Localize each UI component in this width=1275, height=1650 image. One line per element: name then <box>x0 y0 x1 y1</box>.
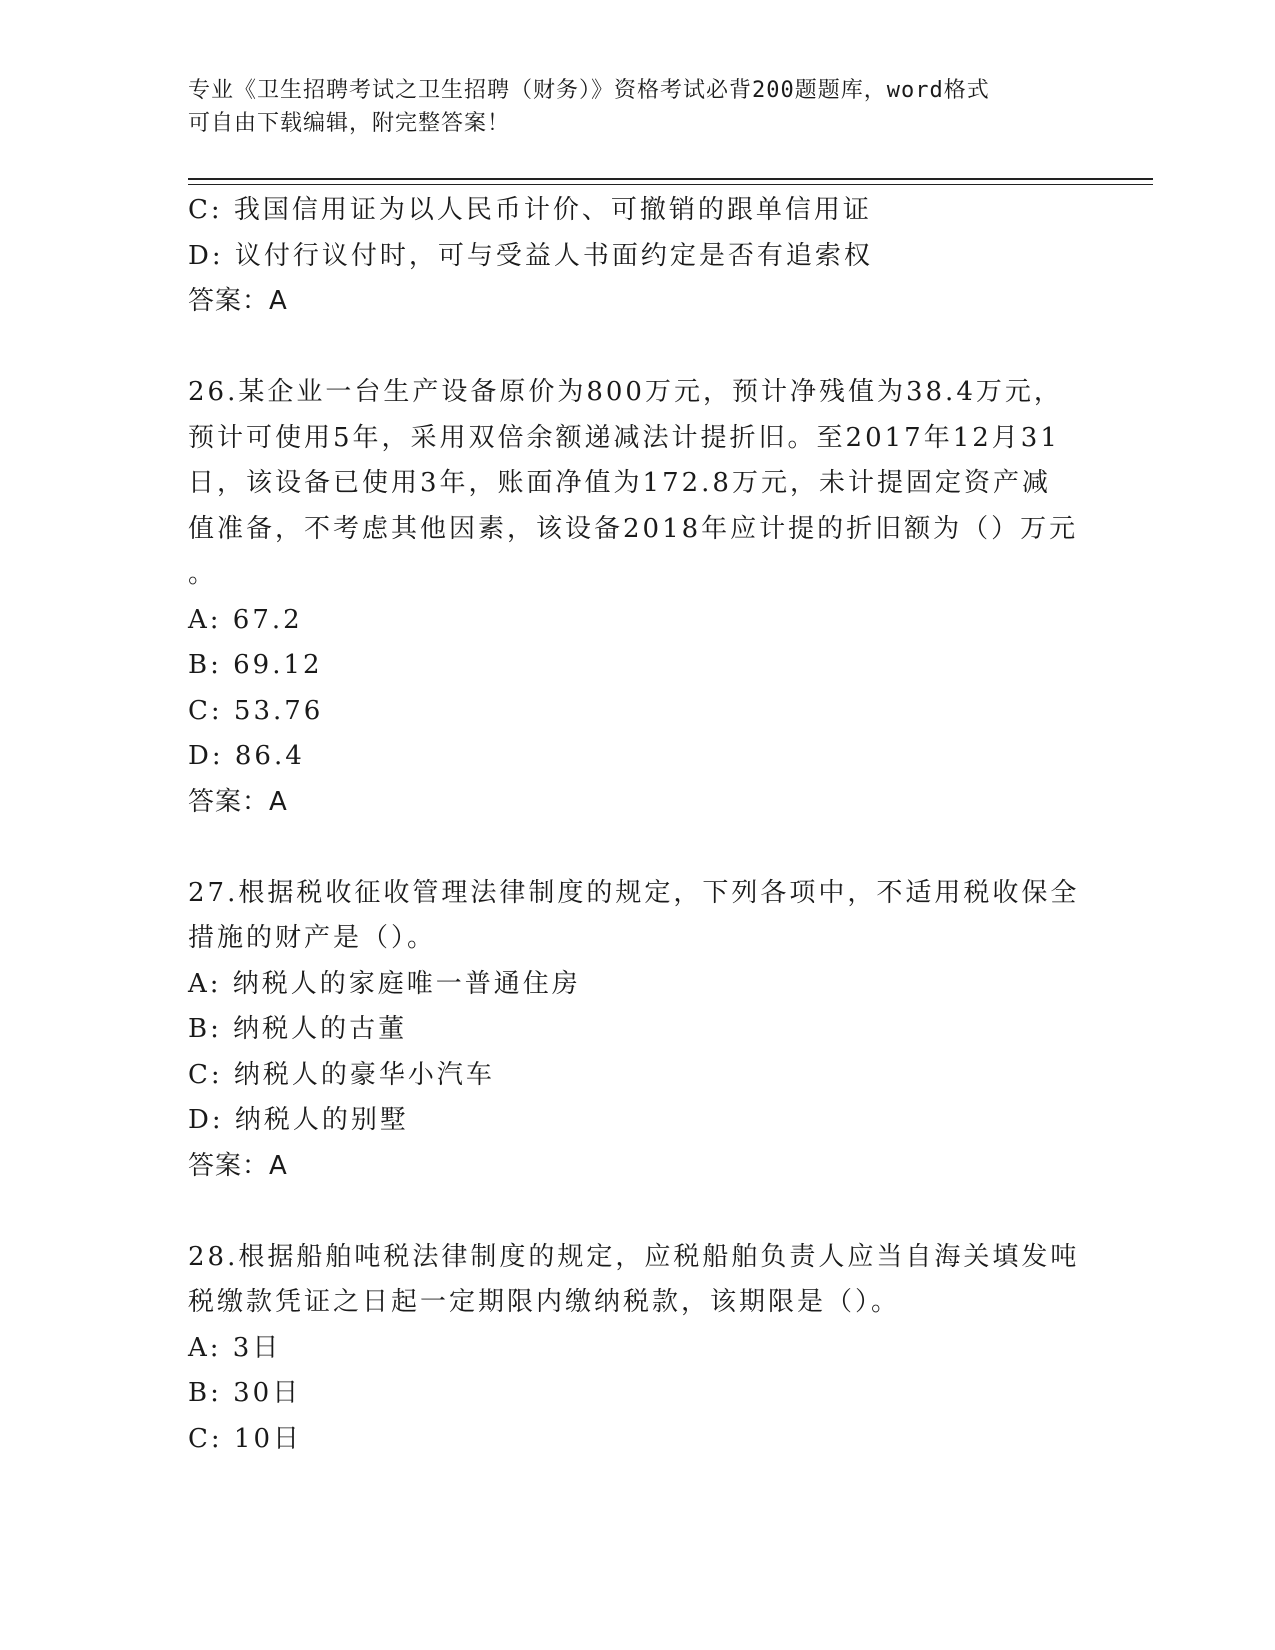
question-28 <box>188 1235 1078 1463</box>
spacer <box>188 325 1078 371</box>
answer-label: 答案：A <box>188 286 288 316</box>
question-26 <box>188 370 1078 825</box>
option-b: B: 纳税人的古董 <box>188 1014 408 1044</box>
question-stem-line: 预计可使用5年，采用双倍余额递减法计提折旧。至2017年12月31 <box>188 422 1060 453</box>
question-stem-line: 措施的财产是（）。 <box>188 923 437 953</box>
spacer <box>188 1189 1078 1235</box>
question-stem-line: 日，该设备已使用3年，账面净值为172.8万元，未计提固定资产减 <box>188 468 1051 498</box>
question-stem-line: 28.根据船舶吨税法律制度的规定，应税船舶负责人应当自海关填发吨 <box>188 1241 1080 1272</box>
option-b: B: 30日 <box>188 1378 302 1408</box>
document-header <box>188 74 1068 140</box>
question-stem-line: 税缴款凭证之日起一定期限内缴纳税款，该期限是（）。 <box>188 1287 901 1317</box>
option-c: C: 53.76 <box>188 695 324 726</box>
option-a: A: 纳税人的家庭唯一普通住房 <box>188 968 581 999</box>
option-c: C: 10日 <box>188 1423 303 1454</box>
option-d: D: 86.4 <box>188 741 305 771</box>
question-27 <box>188 871 1078 1190</box>
question-stem-line: 27.根据税收征收管理法律制度的规定，下列各项中，不适用税收保全 <box>188 877 1080 908</box>
option-a: A: 67.2 <box>188 604 303 635</box>
question-list <box>188 188 1078 1462</box>
option-c: C: 我国信用证为以人民币计价、可撤销的跟单信用证 <box>188 195 872 225</box>
question-25-tail <box>188 188 1078 325</box>
answer-label: 答案：A <box>188 1150 288 1181</box>
option-d: D: 纳税人的别墅 <box>188 1105 409 1135</box>
option-d: D: 议付行议付时，可与受益人书面约定是否有追索权 <box>188 240 873 271</box>
header-title-line-1: 专业《卫生招聘考试之卫生招聘（财务）》资格考试必背200题题库，word格式 <box>188 78 990 103</box>
question-stem-line: 。 <box>188 559 218 589</box>
header-rule-thick <box>188 178 1153 180</box>
option-c: C: 纳税人的豪华小汽车 <box>188 1059 495 1090</box>
header-title-line-2: 可自由下载编辑，附完整答案！ <box>188 111 511 136</box>
question-stem-line: 值准备，不考虑其他因素，该设备2018年应计提的折旧额为（）万元 <box>188 513 1079 544</box>
spacer <box>188 825 1078 871</box>
answer-label: 答案：A <box>188 786 288 817</box>
option-b: B: 69.12 <box>188 650 323 680</box>
header-rule-thin <box>188 184 1153 185</box>
question-stem-line: 26.某企业一台生产设备原价为800万元，预计净残值为38.4万元， <box>188 377 1063 407</box>
option-a: A: 3日 <box>188 1332 282 1363</box>
